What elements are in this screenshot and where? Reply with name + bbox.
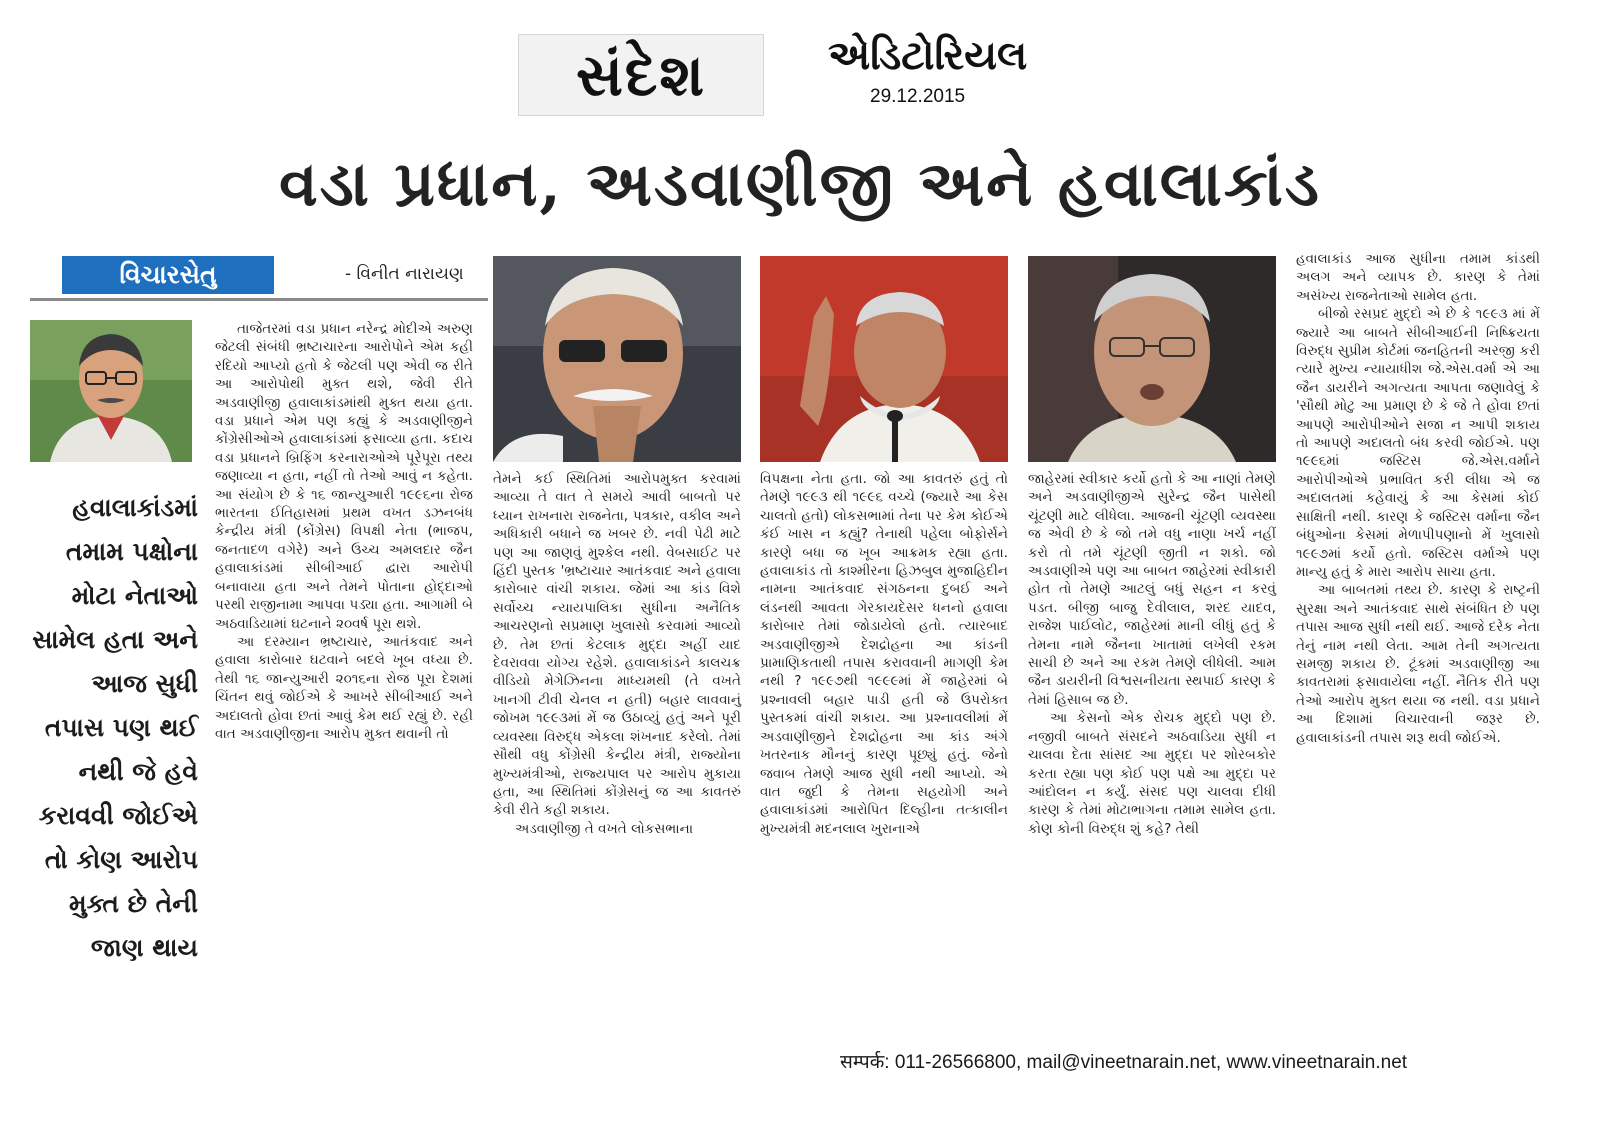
article-column-2 [493,470,741,838]
article-column-4 [1028,470,1276,838]
article-paragraph: તેમને કઈ સ્થિતિમાં આરોપમુક્ત કરવામાં આવ્યા તે વાત તે સમયે આવી બાબતો પર ધ્યાન રાખનારા રાજનેતા, પત્રકાર, વકીલ અને અધિકારી બધાને જ ખબર છે. નવી પેઢી માટે પણ આ જાણવું મુશ્કેલ નથી. વેબસાઈટ પર હિંદી પુસ્તક 'ભ્રષ્ટાચાર આતંકવાદ અને હવાલા કારોબાર વાંચી શકાય. જેમાં આ કાંડ વિશે સર્વોચ્ચ ન્યાયપાલિકા સુધીના અનૈતિક આચરણનો સપ્રમાણ ખુલાસો કરવામાં આવ્યો છે. તેમ છતાં કેટલાક મુદ્દા અહીં યાદ દેવરાવવા યોગ્ય રહેશે. હવાલાકાંડને કાલચક્ર વીડિયો મેગેઝિનના માધ્યમથી (તે વખતે ખાનગી ટીવી ચેનલ ન હતી) બહાર લાવવાનું જોખમ ૧૯૯૩માં મેં જ ઉઠાવ્યું હતું અને પૂરી વ્યવસ્થા વિરુદ્ધ એકલા શંખનાદ કરેલો. તેમાં સૌથી વધુ કોંગ્રેસી કેન્દ્રીય મંત્રી, રાજ્યોના મુખ્યમંત્રીઓ, રાજ્યપાલ પર આરોપ મુકાયા હતા, આ સ્થિતિમાં કોંગ્રેસનું જ આ કાવતરું કેવી રીતે કહી શકાય. [493,471,741,819]
article-paragraph: અડવાણીજી તે વખતે લોકસભાના [515,820,694,837]
author-photo [30,320,192,462]
article-paragraph: બીજો રસપ્રદ મુદ્દો એ છે કે ૧૯૯૩ માં મેં જ્યારે આ બાબતે સીબીઆઈની નિષ્ક્રિયતા વિરુદ્ધ સુપ્રીમ કોર્ટમાં જનહિતની અરજી કરી ત્યારે મુખ્ય ન્યાયાધીશ જે.એસ.વર્મા એ આ જૈન ડાયરીને અગત્યતા આપતા જણાવેલું કે 'સૌથી મોટુ આ પ્રમાણ છે કે જે તે હોવા છતાં આપણે આરોપીઓને સજા ન આપી શકાય તો આપણે અદાલતો બંધ કરવી જોઈએ. પણ ૧૯૯૬માં જસ્ટિસ જે.એસ.વર્માને આરોપીઓએ પ્રભાવિત કરી લીધા એ જ અદાલતમાં કહેવાયું કે આ કેસમાં કોઈ સાક્ષિતી નથી. કારણ કે જસ્ટિસ વર્માના જૈન બંધુઓના કેસમાં મેળાપીપણાનો મેં ખુલાસો ૧૯૯૭માં કર્યો હતો. જસ્ટિસ વર્માએ પણ માન્યુ હતું કે મારા આરોપ સાચા હતા. [1296,306,1540,580]
column-tab-label: વિચારસેતુ [119,260,217,289]
article-column-5 [1296,250,1540,747]
pull-quote: હવાલાકાંડમાં તમામ પક્ષોના મોટા નેતાઓ સામેલ હતા અને આજ સુધી તપાસ પણ થઈ નથી જે હવે કરાવવી જોઈએ તો કોણ આરોપ મુક્ત છે તેની જાણ થાય [32,493,198,962]
newspaper-logo [518,34,764,116]
article-paragraph: જાહેરમાં સ્વીકાર કર્યો હતો કે આ નાણાં તેમણે અને અડવાણીજીએ સુરેન્દ્ર જૈન પાસેથી ચૂંટણી માટે લીધેલા. આજની ચૂંટણી વ્યવસ્થા જ એવી છે કે જો તમે વધુ નાણા ખર્ચ નહીં કરો તો તમે ચૂંટણી જીતી ન શકો. જો અડવાણીએ પણ આ બાબત જાહેરમાં સ્વીકારી હોત તો તેમણે આટલું બધું સહન ન કરવું પડત. બીજી બાજુ દેવીલાલ, શરદ યાદવ, રાજેશ પાઈલોટ, જાહેરમાં માની લીધું હતું કે તેમના નામે જૈનના ખાતામાં લખેલી રકમ સાચી છે અને આ રકમ તેમણે લીધેલી. આમ જૈન ડાયરીની વિશ્વસનીયતા સ્થપાઈ કારણ કે તેમાં હિસાબ જ છે. [1028,471,1276,708]
article-paragraph: આ બાબતમાં તથ્ય છે. કારણ કે રાષ્ટ્રની સુરક્ષા અને આતંકવાદ સાથે સંબંધિત છે પણ તપાસ આજ સુધી નથી થઈ. આજે દરેક નેતા તેનું નામ નથી લેતા. આમ તેની અગત્યતા સમજી શકાય છે. ટૂંકમાં અડવાણીજી આ કાવતરામાં ફસાવાયેલા નહીં. નૈતિક રીતે પણ તેઓ આરોપ મુક્ત થયા જ નથી. વડા પ્રધાને આ દિશામાં વિચારવાની જરૂર છે. હવાલાકાંડની તપાસ શરૂ થવી જોઈએ. [1296,582,1540,746]
article-paragraph: હવાલાકાંડ આજ સુધીના તમામ કાંડથી અલગ અને વ્યાપક છે. કારણ કે તેમાં અસંખ્ય રાજનેતાઓ સામેલ હતા. [1296,251,1540,304]
advani-photo [493,256,741,462]
article-paragraph: વિપક્ષના નેતા હતા. જો આ કાવતરું હતું તો તેમણે ૧૯૯૩ થી ૧૯૯૬ વચ્ચે (જ્યારે આ કેસ ચાલતો હતો) લોકસભામાં તેના પર કેમ કોઈએ કંઈ ખાસ ન કહ્યું? તેનાથી પહેલા બોફોર્સને કારણે બધા જ ખૂબ આક્રમક રહ્યા હતા. હવાલાકાંડ તો કાશ્મીરના હિઝબુલ મુજાહિદીન નામના આતંકવાદ સંગઠનના દુબઈ અને લંડનથી આવતા ગેરકાયદેસર ધનનો હવાલા કારોબાર તેમાં જોડાયેલો હતો. ત્યારબાદ અડવાણીજીએ દેશદ્રોહના આ કાંડની પ્રામાણિકતાથી તપાસ કરાવવાની માગણી કેમ નથી ? ૧૯૯૭થી ૧૯૯૯માં મેં જાહેરમાં બે પ્રશ્નાવલી બહાર પાડી હતી જે ઉપરોક્ત પુસ્તકમાં વાંચી શકાય. આ પ્રશ્નાવલીમાં મેં અડવાણીજીને દેશદ્રોહના આ કાંડ અંગે ખતરનાક મૌનનું કારણ પૂછ્યું હતું. જેનો જવાબ તેમણે આજ સુધી નથી આપ્યો. એ વાત જુદી કે તેમના સહયોગી અને હવાલાકાંડમાં આરોપિત દિલ્હીના તત્કાલીન મુખ્યમંત્રી મદનલાલ ખુરાનાએ [760,471,1008,837]
article-paragraph: આ કેસનો એક રોચક મુદ્દો પણ છે. નજીવી બાબતે સંસદને અઠવાડિયા સુધી ન ચાલવા દેતા સાંસદ આ મુદ્દા પર શોરબકોર કરતા રહ્યા પણ કોઈ પણ પક્ષે આ મુદ્દા પર આંદોલન ન કર્યું. સંસદ પણ ચાલવા દીધી કારણ કે તેમાં મોટાભાગના તમામ સામેલ હતા. કોણ કોની વિરુદ્ધ શું કહે? તેથી [1028,710,1276,837]
logo-text: સંદેશ [575,41,707,109]
publication-date: 29.12.2015 [870,86,966,107]
column-rule [30,298,488,301]
contact-line: सम्पर्क: 011-26566800, mail@vineetnarain.net, www.vineetnarain.net [840,1052,1408,1073]
article-paragraph: આ દરમ્યાન ભ્રષ્ટાચાર, આતંકવાદ અને હવાલા કારોબાર ઘટવાને બદલે ખૂબ વધ્યા છે. તેથી ૧૬ જાન્યુઆરી ૨૦૧૬ના રોજ પૂરા દેશમાં ચિંતન થવું જોઈએ કે આખરે સીબીઆઈ અને અદાલતો હોવા છતાં આવું કેમ થઈ રહ્યું છે. રહી વાત અડવાણીજીના આરોપ મુક્ત થવાની તો [215,633,473,742]
article-column-3 [760,470,1008,838]
byline: - વિનીત નારાયણ [345,264,464,284]
modi-photo [760,256,1008,462]
article-column-1 [215,320,473,743]
section-label: એડિટોરિયલ [828,32,1028,79]
headline: વડા પ્રધાન, અડવાણીજી અને હવાલાકાંડ [279,147,1321,220]
column-tab [62,256,274,294]
jaitley-photo [1028,256,1276,462]
article-paragraph: તાજેતરમાં વડા પ્રધાન નરેન્દ્ર મોદીએ અરુણ જેટલી સંબંધી ભ્રષ્ટાચારના આરોપોને એમ કહી રદિયો આપ્યો હતો કે જેટલી પણ એવી જ રીતે આ આરોપોથી મુક્ત થશે, જેવી રીતે અડવાણીજી હવાલાકાંડમાંથી મુક્ત થયા હતા. વડા પ્રધાને એમ પણ કહ્યું કે અડવાણીજીને કોંગ્રેસીઓએ હવાલાકાંડમાં ફસાવ્યા હતા. કદાચ વડા પ્રધાનને બ્રિફિંગ કરનારાઓએ પૂરેપૂરા તથ્ય જણાવ્યા ન હતા, નહીં તો તેઓ આવું ન કહેતા. આ સંયોગ છે કે ૧૬ જાન્યુઆરી ૧૯૯૬ના રોજ ભારતના ઈતિહાસમાં પ્રથમ વખત ડઝનબંધ કેન્દ્રીય મંત્રી (કોંગ્રેસ) વિપક્ષી નેતા (ભાજપ, જનતાદળ વગેરે) અને ઉચ્ચ અમલદાર જૈન હવાલાકાંડમાં સીબીઆઈ દ્વારા આરોપી બનાવાયા હતા અને તેમને પોતાના હોદ્દાઓ પરથી રાજીનામા આપવા પડ્યા હતા. આગામી બે અઠવાડિયામાં ઘટનાને ૨૦વર્ષ પૂરા થશે. [215,321,473,632]
